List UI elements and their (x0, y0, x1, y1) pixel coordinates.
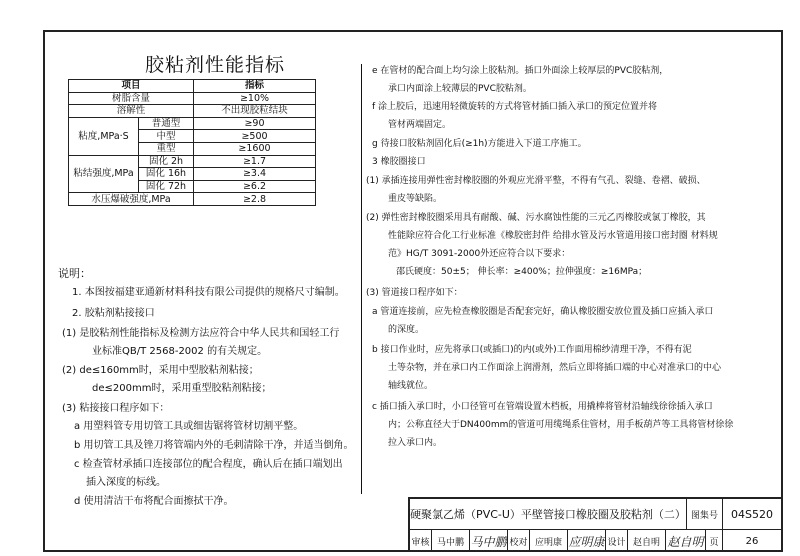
row-sub: 固化 72h (139, 180, 194, 193)
adhesive-spec-table (68, 79, 316, 206)
designer-signature: 赵自明 (666, 530, 706, 552)
note-line: a 用塑料管专用切管工具或细齿锯将管材切割平整。 (74, 421, 304, 432)
title-block (408, 497, 781, 550)
table-row (69, 92, 316, 105)
note-line: f 涂上胶后，迅速用轻微旋转的方式将管材插口插入承口的预定位置并将 (372, 102, 658, 112)
note-line: 性能除应符合化工行业标准《橡胶密封件 给排水管及污水管道用接口密封圈 材料规 (388, 231, 718, 241)
note-line: 承口内面涂上较薄层的PVC胶粘剂。 (388, 84, 532, 94)
row-sub: 重型 (139, 142, 194, 155)
note-line: 2. 胶粘剂粘接接口 (72, 308, 155, 319)
note-line: 邵氏硬度：50±5； 伸长率：≥400%；拉伸强度：≥16MPa； (396, 267, 648, 277)
check-label: 校对 (508, 530, 530, 552)
note-line: 管材两端固定。 (388, 120, 452, 130)
atlas-number: 04S520 (731, 507, 773, 521)
note-line: d 使用清洁干布将配合面擦拭干净。 (74, 496, 234, 507)
notes-heading: 说明： (58, 267, 91, 280)
atlas-label: 图集号 (687, 499, 723, 529)
note-line: a 管道连接前，应先检查橡胶圈是否配套完好，确认橡胶圈安放位置及插口应插入承口 (372, 307, 714, 317)
note-line: (1) 承插连接用弹性密封橡胶圈的外观应光滑平整，不得有气孔、裂缝、卷褶、破损、 (366, 176, 706, 186)
row-value: ≥2.8 (194, 193, 316, 206)
note-line: 范》HG/T 3091-2000外还应符合以下要求： (388, 249, 571, 259)
row-sub: 普通型 (139, 117, 194, 130)
table-row (69, 105, 316, 118)
note-line: 的深度。 (388, 325, 425, 335)
table-header-row (69, 80, 316, 93)
row-sub: 中型 (139, 130, 194, 143)
note-line: 土等杂物，并在承口内工作面涂上润滑剂，然后立即将插口端的中心对准承口的中心 (388, 363, 722, 373)
note-line: c 插口插入承口时，小口径管可在管端设置木档板，用撬棒将管材沿轴线徐徐插入承口 (372, 402, 713, 412)
design-label: 设计 (606, 530, 628, 552)
page-number: 26 (745, 535, 759, 547)
row-sub: 固化 2h (139, 155, 194, 168)
row-value: ≥1.7 (194, 155, 316, 168)
note-line: 1. 本图按福建亚通新材料科技有限公司提供的规格尺寸编制。 (72, 287, 345, 298)
title-block-row (410, 499, 781, 530)
note-line: 重皮等缺陷。 (388, 194, 443, 204)
table-header: 指标 (194, 80, 316, 93)
row-sub: 固化 16h (139, 168, 194, 181)
page-label: 页 (706, 530, 723, 552)
note-line: (3) 粘接接口程序如下： (62, 403, 170, 414)
row-label: 树脂含量 (69, 92, 194, 105)
note-line: 3 橡胶圈接口 (372, 157, 426, 167)
column-divider (361, 64, 362, 494)
table-row (69, 193, 316, 206)
row-value: ≥3.4 (194, 168, 316, 181)
note-line: (2) de≤160mm时，采用中型胶粘剂粘接； (62, 365, 259, 376)
reviewer-name: 马中鹏 (432, 530, 470, 552)
checker-signature: 应明康 (568, 530, 606, 552)
note-line: 拉入承口内。 (388, 438, 443, 448)
note-line: b 接口作业时，应先将承口(或插口)的内(或外)工作面用棉纱清理干净，不得有泥 (372, 345, 692, 355)
row-value: ≥10% (194, 92, 316, 105)
row-label: 粘结强度,MPa (69, 155, 139, 193)
row-value: ≥1600 (194, 142, 316, 155)
note-line: 轴线就位。 (388, 381, 434, 391)
row-value: ≥6.2 (194, 180, 316, 193)
row-label: 水压爆破强度,MPa (69, 193, 194, 206)
row-value: ≥90 (194, 117, 316, 130)
row-label: 溶解性 (69, 105, 194, 118)
table-header: 项目 (69, 80, 194, 93)
designer-name: 赵自明 (628, 530, 666, 552)
reviewer-signature: 马中鹏 (470, 530, 508, 552)
note-line: b 用切管工具及锉刀将管端内外的毛刺清除干净，并适当倒角。 (74, 440, 354, 451)
table-row (69, 155, 316, 168)
note-line: 插入深度的标线。 (86, 477, 166, 488)
note-line: c 检查管材承插口连接部位的配合程度，确认后在插口端划出 (74, 459, 343, 470)
note-line: de≤200mm时，采用重型胶粘剂粘接； (92, 383, 272, 394)
review-label: 审核 (410, 530, 432, 552)
row-value: 不出现胶粒结块 (194, 105, 316, 118)
note-line: (2) 弹性密封橡胶圈采用具有耐酸、碱、污水腐蚀性能的三元乙丙橡胶或氯丁橡胶，其 (366, 213, 706, 223)
note-line: e 在管材的配合面上均匀涂上胶粘剂。插口外面涂上较厚层的PVC胶粘剂， (372, 66, 669, 76)
row-value: ≥500 (194, 130, 316, 143)
note-line: g 待接口胶粘剂固化后(≥1h)方能进入下道工序施工。 (372, 139, 587, 149)
note-line: 业标准QB/T 2568-2002 的有关规定。 (92, 346, 268, 357)
title-block-row (410, 530, 781, 552)
row-label: 粘度,MPa·S (69, 117, 139, 155)
note-line: (3) 管道接口程序如下： (366, 288, 463, 298)
drawing-title: 硬聚氯乙烯（PVC-U）平壁管接口橡胶圈及胶粘剂（二） (410, 499, 687, 529)
note-line: 内；公称直径大于DN400mm的管道可用缆绳系住管材，用手板葫芦等工具将管材徐徐 (388, 420, 734, 430)
checker-name: 应明康 (530, 530, 568, 552)
note-line: (1) 是胶粘剂性能指标及检测方法应符合中华人民共和国轻工行 (62, 328, 340, 339)
page-title: 胶粘剂性能指标 (145, 54, 286, 76)
table-row (69, 117, 316, 130)
